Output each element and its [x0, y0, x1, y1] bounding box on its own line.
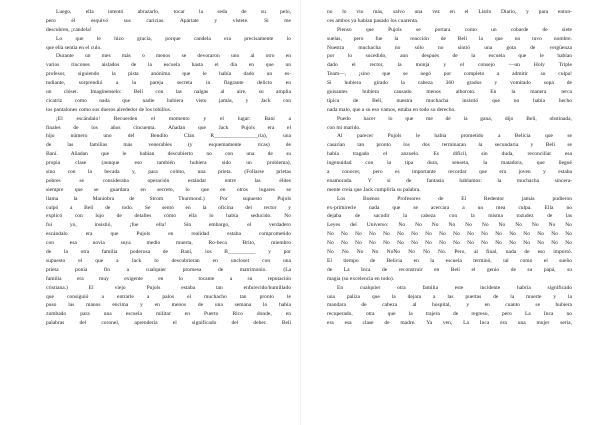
text-line: profesor, siguiendo la pista anónima que le había dado un es- [46, 71, 291, 78]
text-line: Team—, ¡sino que se negó por completo a admitir su culpa! [327, 71, 572, 78]
text-line: un clóset. Imagínenselo: Belí con las nalgas al aire, su amplia [46, 89, 291, 96]
text-line: con mi marido. [327, 124, 361, 131]
text-line: pobres se consideraba operación estándar entre las élites [46, 177, 291, 184]
text-line: había tragado el anzuelo. Es difícil, sin duda, reconciliar esa [327, 151, 572, 158]
text-line: culpó a Belí de todo. Se sentó en la oficina del rector y [46, 204, 291, 211]
text-line: cristiana.) El viejo Pujols estaba tan enfurecido/humillado [46, 284, 291, 291]
text-line: No No No No NoNo No No No. Pero, al final, nada de eso importó. [327, 249, 572, 256]
text-line: que ella sentía en el culo. [46, 44, 102, 51]
text-line: Baní. Añadan que le habían descubierto no con una de su [46, 151, 291, 158]
text-line: Durante un mes más o menos se devoraron uno al otro en [56, 53, 291, 60]
text-line: típica de Belí, nuestra muchacha insistió que no había hecho [327, 97, 572, 104]
text-line: Pienso que Pujols se portara como un cobarde de siete [337, 26, 572, 33]
text-line: los pantalones como sus dueros alrededor de los tobillos. [46, 106, 172, 113]
text-line: prieta ponía fin a cualquier promesa de matrimonio. (La [46, 266, 291, 273]
text-line: ¡El escándalo! Recuerden el momento y el lugar: Baní a [56, 115, 291, 122]
text-line: recuperado, otra que la trajera de regreso, pero La Inca no [327, 311, 572, 318]
text-line: El tiempo de Belicia en la escuela terminó, tal como el sueño [327, 257, 572, 264]
text-line: varios rincones aislados de la escuela hasta el día en que un [46, 62, 291, 69]
text-line: Puedo hacer lo que me dé la gana, dijo Belí, obstinada, [337, 115, 572, 122]
text-line: En cualquier otra familia este incidente habría significado [337, 284, 572, 291]
text-line: familia era muy exigente en lo tocante a su reputación [46, 275, 291, 282]
text-line: palabras del coronel, aprendería el significado del deber. Belí [46, 320, 291, 327]
text-line: Los Buenos Profesores de El Redentor jamás pudieron [337, 195, 572, 202]
text-line: zumbado para una escuela militar en Puerto Rico donde, en [46, 311, 291, 318]
text-line: hijo número uno del Bendito Clan R________________ría), una [46, 133, 291, 140]
text-line: No No No No No No No No No No No No No No No No No No [327, 231, 572, 238]
left-page [46, 8, 291, 328]
text-line: Al parecer Pujols le había prometido a Belicia que se [337, 133, 572, 140]
text-line: finales de los años cincuenta. Añadan que Jack Pujols era el [46, 124, 291, 131]
text-line: cicatriz como nada que nadie hubiera visto jamás, y Jack con [46, 97, 291, 104]
text-line: era esa clase de madre. Ya ven, La Inca era una mujer seria, [327, 320, 572, 327]
text-line: de La Inca de reconstruir en Belí el genio de su papá, su [327, 266, 572, 273]
text-line: magia (su excelencia en todo). [327, 275, 395, 282]
text-line: pero él esquivó sus caricias. Apártate y vístete. Si me [46, 17, 291, 24]
text-line: fui yo, insistió, ¡fue ella! Sin embargo, el verdadero [46, 222, 291, 229]
text-line: Lo que le hizo gracia, porque candela era precisamente lo [56, 35, 291, 42]
text-line: siempre que se guardara en secreto, lo que en otros lugares se [46, 186, 291, 193]
text-line: Nuestra muchacha no sólo no sintió una gota de vergüenza [327, 44, 572, 51]
text-line: descubren, ¡candela! [46, 26, 92, 33]
text-line: propia clase (aunque eso también hubiera sido un problema), [46, 160, 291, 167]
page-gutter [300, 0, 301, 425]
text-line: suelas, pero fue la reacción de Belí la que no tuvo nombre. [327, 35, 572, 42]
text-line: No No No No No No No No No No No No No No No No No No [327, 240, 572, 247]
text-line: guisantes hubiera causado menos alboroto. En la manera terca [327, 89, 572, 96]
text-line: explicó con lujo de detalles cómo ella lo había seducido. No [46, 213, 291, 220]
right-page [327, 8, 572, 328]
text-line: puso las manos encima y en menos de una semana lo había [46, 302, 291, 309]
text-line: sino con la becada y, para colmo, una prieta. (Follarse prietas [46, 169, 291, 176]
text-line: casarían tan pronto los dos terminaran la secundaria y Belí se [327, 142, 572, 149]
text-line: nada malo, que a su eso vamos, estaba en todo su derecho. [327, 106, 456, 113]
text-line: enamorada. Y si de fantasía hablamos: la muchacha sincera- [327, 177, 572, 184]
text-line: de las familias más venerables (y esquemamente ricas) de [46, 142, 291, 149]
text-line: escándalo era que Pujols en realidad estaba comprometido [46, 231, 291, 238]
text-line: ces ambos ya habían pasado los cuarenta. [327, 17, 419, 24]
text-line: Si hubiera girado la cabeza 360 grados y vomitado sopa de [327, 80, 572, 87]
text-line: Leyes del Universo: No No No No No No No No No No No [327, 222, 572, 229]
text-line: mandara de cabeza al hospital, y en cuanto se hubiera [327, 302, 572, 309]
text-line: a conocer, pero es importante recordar que era joven y estaba [327, 169, 572, 176]
text-line: supuesto el que a Jack lo descubrieran en uncloset con una [46, 257, 291, 264]
text-line: no lo vio más, salvo una vez en el Listín Diario, y para enton- [327, 9, 572, 15]
text-line: por lo sucedido, aun después de la escuela que le habían [327, 53, 572, 60]
text-line: Luego, ella intentó abrazarlo, tocar la seda de su pelo, [56, 9, 291, 15]
text-line: ex-primirerle nada que se acercara a un mea culpa. Ella no [327, 204, 572, 211]
text-line: con esa novia suya medio muerta, Ro-beca Brito, miembro [46, 240, 291, 247]
text-line: dejaba de sacudir la cabeza con la misma tozudez de las [327, 213, 572, 220]
text-line: dado el rector, la monja y el consejo —un Holy Triple [327, 62, 572, 69]
text-line: llama la Maniobra de Strom Thurmond.) Por supuesto Pujols [46, 195, 291, 202]
text-line: tudiante, sorprendió a la pareja secreta in flagrante delicto en [46, 80, 291, 87]
text-line: que consiguió a entrarle a palos el muchacho tan pronto le [46, 293, 291, 300]
text-line: una paliza que la dejara a las puertas de la muerte y la [327, 293, 572, 300]
text-line: mente creía que Jack cumpliría su palabra. [327, 186, 421, 193]
text-line: de la otra familia poderosa de Baní, los B__________ y por [46, 249, 291, 256]
text-line: ingenuidad con la tipa dura, senseta, la matadora, que llegué [327, 160, 572, 167]
